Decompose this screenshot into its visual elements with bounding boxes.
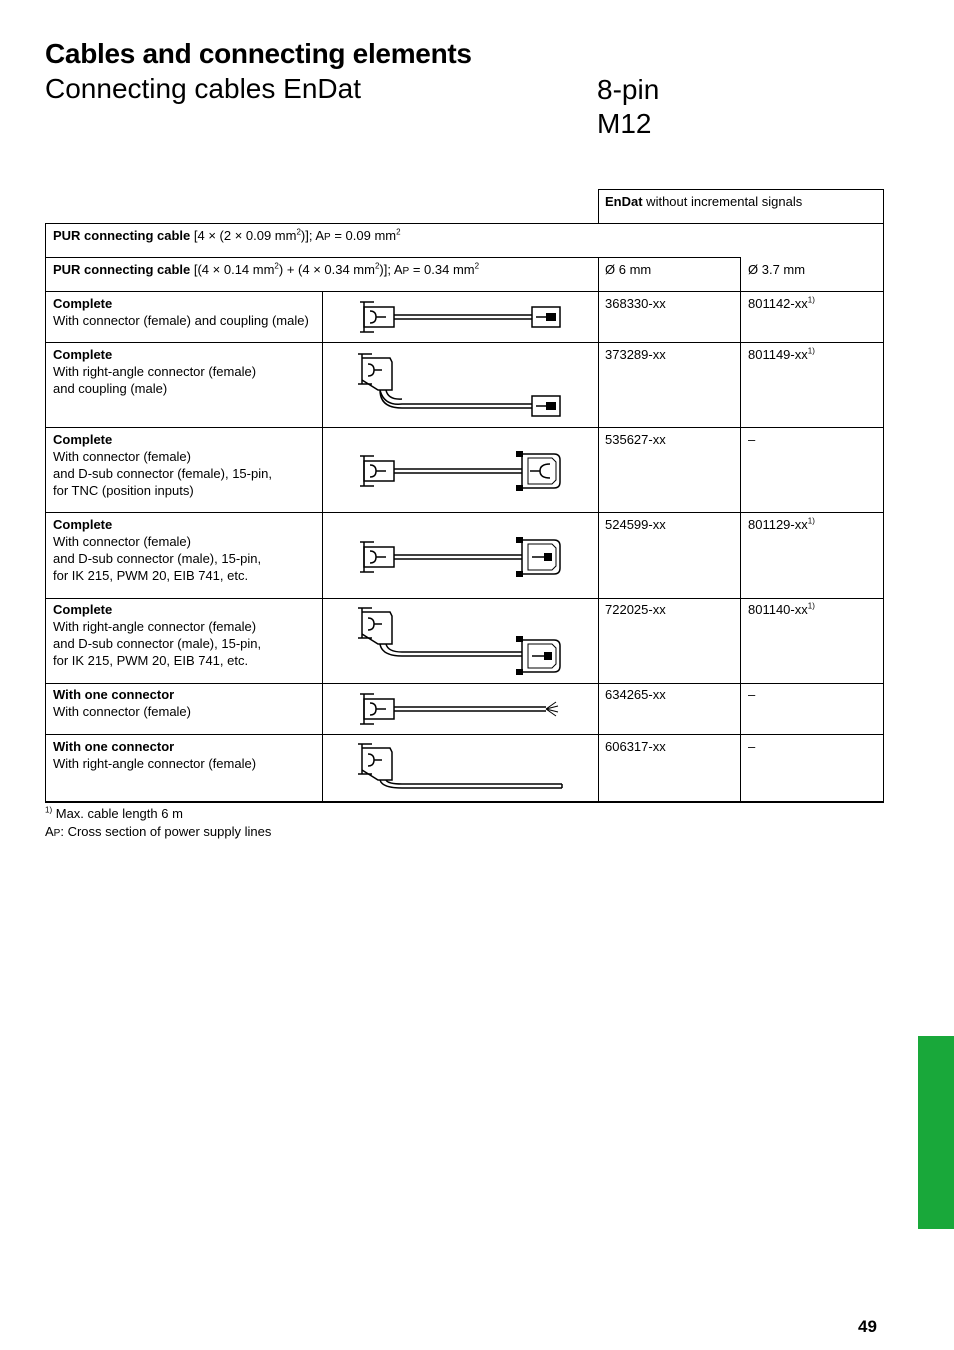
page-title: Cables and connecting elements	[45, 38, 472, 69]
table-row-description: Complete With connector (female) and D-sub connector (male), 15-pin, for IK 215, PWM 20, EIB 741, etc.	[53, 517, 262, 583]
rule	[598, 189, 884, 190]
table-row-description: Complete With right-angle connector (female) and D-sub connector (male), 15-pin, for IK 215, PWM 20, EIB 741, etc.	[53, 602, 262, 668]
rule	[45, 223, 884, 224]
id-number-3-7mm: $801142-xx^{1)}$	[748, 295, 815, 311]
id-number-3-7mm: $801129-xx^{1)}$	[748, 516, 815, 532]
pur-cable-spec-2: PUR connecting cable [(4 × 0.14 $mm^2) + (4 \times 0.34$ $mm^2$)]; AP = 0.34 $mm^2$	[53, 261, 480, 277]
rule	[45, 427, 884, 428]
footnote-ap: AP: Cross section of power supply lines	[45, 824, 272, 839]
table-row-description: Complete With right-angle connector (female) and coupling (male)	[53, 347, 257, 396]
rule	[45, 257, 741, 258]
connector-type: M12	[597, 108, 652, 139]
rule	[45, 734, 884, 735]
rule	[883, 189, 884, 803]
id-number-3-7mm: –	[748, 432, 756, 447]
rule	[45, 801, 884, 803]
rule	[598, 257, 599, 802]
rule	[740, 257, 741, 802]
cable-straight-to-coupling-illustration	[350, 298, 570, 338]
rule	[45, 223, 46, 803]
id-number-3-7mm: –	[748, 687, 756, 702]
cable-single-straight-connector-illustration	[350, 690, 570, 730]
id-number-3-7mm: –	[748, 739, 756, 754]
id-number-6mm: 524599-xx	[605, 517, 666, 532]
table-row-description: With one connector With connector (female)	[53, 687, 191, 719]
id-number-6mm: 606317-xx	[605, 739, 666, 754]
id-number-3-7mm: $801149-xx^{1)}$	[748, 346, 815, 362]
rule	[322, 291, 323, 802]
table-row-description: Complete With connector (female) and coupling (male)	[53, 296, 309, 328]
cable-to-dsub-female-illustration	[350, 448, 570, 496]
diameter-6mm: Ø 6 mm	[605, 262, 652, 277]
cable-single-right-angle-connector-illustration	[350, 740, 570, 800]
page-number: 49	[858, 1317, 877, 1336]
rule	[45, 512, 884, 513]
table-row-description: Complete With connector (female) and D-sub connector (female), 15-pin, for TNC (position inputs)	[53, 432, 272, 498]
rule	[598, 189, 599, 223]
column-header: EnDat without incremental signals	[605, 194, 803, 209]
diameter-3-7mm: Ø 3.7 mm	[748, 262, 806, 277]
connector-spec	[597, 73, 659, 141]
cable-right-angle-to-coupling-illustration	[350, 350, 570, 422]
rule	[45, 683, 884, 684]
id-number-6mm: 373289-xx	[605, 347, 666, 362]
page-subtitle: Connecting cables EnDat	[45, 73, 361, 104]
pur-cable-spec-1: PUR connecting cable [4 × (2 × 0.09 $mm^2$)]; AP = 0.09 $mm^2$	[53, 227, 401, 243]
id-number-6mm: 368330-xx	[605, 296, 666, 311]
section-tab	[918, 1036, 954, 1229]
pin-count: 8-pin	[597, 74, 660, 105]
id-number-3-7mm: $801140-xx^{1)}$	[748, 601, 815, 617]
table-row-description: With one connector With right-angle connector (female)	[53, 739, 257, 771]
id-number-6mm: 634265-xx	[605, 687, 666, 702]
rule	[45, 291, 884, 292]
id-number-6mm: 535627-xx	[605, 432, 666, 447]
cable-right-angle-to-dsub-male-illustration	[350, 604, 570, 680]
id-number-6mm: 722025-xx	[605, 602, 666, 617]
rule	[45, 598, 884, 599]
cable-to-dsub-male-illustration	[350, 534, 570, 582]
footnote-max-length: $^{1)}$ Max. cable length 6 m	[45, 805, 183, 821]
rule	[45, 342, 884, 343]
